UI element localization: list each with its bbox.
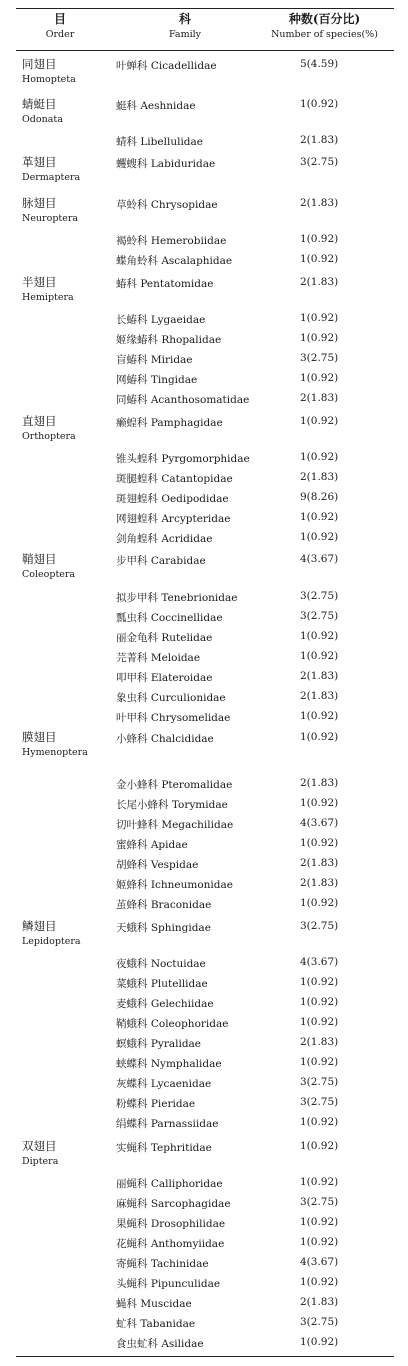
family-cell: 蛱蝶科 Nymphalidae bbox=[116, 1058, 222, 1070]
order-zh: 鳞翅目 bbox=[22, 919, 57, 933]
species-count-cell: 2(1.83) bbox=[300, 1296, 339, 1308]
species-count-cell: 3(2.75) bbox=[300, 920, 339, 932]
family-cell: 象虫科 Curculionidae bbox=[116, 692, 226, 704]
order-zh: 膜翅目 bbox=[22, 730, 57, 744]
family-cell: 姬缘蝽科 Rhopalidae bbox=[116, 334, 222, 346]
species-count-cell: 3(2.75) bbox=[300, 1076, 339, 1088]
order-hemiptera bbox=[22, 275, 112, 305]
species-count-cell: 1(0.92) bbox=[300, 731, 339, 743]
species-count-cell: 4(3.67) bbox=[300, 817, 339, 829]
species-count-cell: 2(1.83) bbox=[300, 392, 339, 404]
species-count-cell: 1(0.92) bbox=[300, 837, 339, 849]
order-diptera bbox=[22, 1139, 112, 1169]
header-order-en: Order bbox=[45, 29, 75, 40]
family-cell: 瓢虫科 Coccinellidae bbox=[116, 612, 223, 624]
header-rule bbox=[16, 50, 394, 51]
family-cell: 斑翅蝗科 Oedipodidae bbox=[116, 493, 229, 505]
family-cell: 蠼螋科 Labiduridae bbox=[116, 158, 216, 170]
family-cell: 切叶蜂科 Megachilidae bbox=[116, 819, 234, 831]
order-zh: 双翅目 bbox=[22, 1139, 57, 1153]
order-en: Lepidoptera bbox=[22, 936, 81, 947]
family-cell: 叶蝉科 Cicadellidae bbox=[116, 60, 217, 72]
species-count-cell: 1(0.92) bbox=[300, 1016, 339, 1028]
family-cell: 蝽科 Pentatomidae bbox=[116, 278, 214, 290]
header-order bbox=[16, 12, 104, 42]
table-bottom-rule bbox=[16, 1356, 394, 1357]
species-count-cell: 9(8.26) bbox=[300, 491, 339, 503]
species-count-cell: 1(0.92) bbox=[300, 372, 339, 384]
family-cell: 金小蜂科 Pteromalidae bbox=[116, 779, 233, 791]
order-en: Coleoptera bbox=[22, 569, 76, 580]
family-cell: 斑腿蝗科 Catantopidae bbox=[116, 473, 233, 485]
species-count-cell: 3(2.75) bbox=[300, 1196, 339, 1208]
order-homoptera bbox=[22, 57, 112, 87]
family-cell: 茧蜂科 Braconidae bbox=[116, 899, 212, 911]
family-cell: 麦蛾科 Gelechiidae bbox=[116, 998, 214, 1010]
species-count-cell: 4(3.67) bbox=[300, 956, 339, 968]
order-zh: 半翅目 bbox=[22, 275, 57, 289]
family-cell: 寄蝇科 Tachinidae bbox=[116, 1258, 209, 1270]
order-en: Hemiptera bbox=[22, 292, 74, 303]
family-cell: 蜜蜂科 Apidae bbox=[116, 839, 188, 851]
order-en: Dermaptera bbox=[22, 172, 81, 183]
family-cell: 鞘蛾科 Coleophoridae bbox=[116, 1018, 229, 1030]
order-zh: 同翅目 bbox=[22, 57, 57, 71]
species-count-cell: 1(0.92) bbox=[300, 797, 339, 809]
order-en: Hymenoptera bbox=[22, 747, 88, 758]
species-count-cell: 1(0.92) bbox=[300, 1276, 339, 1288]
species-count-cell: 1(0.92) bbox=[300, 630, 339, 642]
species-count-cell: 1(0.92) bbox=[300, 1216, 339, 1228]
order-neuroptera bbox=[22, 196, 112, 226]
species-count-cell: 1(0.92) bbox=[300, 897, 339, 909]
header-num-zh: 种数(百分比) bbox=[288, 12, 361, 26]
order-zh: 鞘翅目 bbox=[22, 552, 57, 566]
family-cell: 蜻科 Libellulidae bbox=[116, 136, 203, 148]
family-cell: 食虫虻科 Asilidae bbox=[116, 1338, 204, 1350]
family-cell: 步甲科 Carabidae bbox=[116, 555, 206, 567]
family-cell: 拟步甲科 Tenebrionidae bbox=[116, 592, 238, 604]
family-cell: 同蝽科 Acanthosomatidae bbox=[116, 394, 250, 406]
order-zh: 革翅目 bbox=[22, 155, 57, 169]
species-count-cell: 3(2.75) bbox=[300, 352, 339, 364]
family-cell: 麻蝇科 Sarcophagidae bbox=[116, 1198, 231, 1210]
species-count-cell: 2(1.83) bbox=[300, 857, 339, 869]
species-count-cell: 3(2.75) bbox=[300, 610, 339, 622]
species-count-cell: 2(1.83) bbox=[300, 471, 339, 483]
order-zh: 直翅目 bbox=[22, 414, 57, 428]
family-cell: 绢蝶科 Parnassiidae bbox=[116, 1118, 219, 1130]
species-count-cell: 2(1.83) bbox=[300, 777, 339, 789]
species-count-cell: 3(2.75) bbox=[300, 1096, 339, 1108]
family-cell: 小蜂科 Chalcididae bbox=[116, 733, 214, 745]
family-cell: 粉蝶科 Pieridae bbox=[116, 1098, 196, 1110]
family-cell: 虻科 Tabanidae bbox=[116, 1318, 196, 1330]
species-count-cell: 1(0.92) bbox=[300, 451, 339, 463]
species-count-cell: 1(0.92) bbox=[300, 710, 339, 722]
family-cell: 果蝇科 Drosophilidae bbox=[116, 1218, 226, 1230]
family-cell: 丽蝇科 Calliphoridae bbox=[116, 1178, 223, 1190]
species-count-cell: 1(0.92) bbox=[300, 531, 339, 543]
family-cell: 头蝇科 Pipunculidae bbox=[116, 1278, 221, 1290]
family-cell: 天蛾科 Sphingidae bbox=[116, 922, 211, 934]
species-count-cell: 3(2.75) bbox=[300, 156, 339, 168]
family-cell: 褐蛉科 Hemerobiidae bbox=[116, 235, 227, 247]
family-cell: 蝶角蛉科 Ascalaphidae bbox=[116, 255, 233, 267]
order-coleoptera bbox=[22, 552, 112, 582]
order-en: Diptera bbox=[22, 1156, 59, 1167]
header-family-zh: 科 bbox=[178, 12, 191, 26]
species-count-cell: 1(0.92) bbox=[300, 312, 339, 324]
species-count-cell: 1(0.92) bbox=[300, 996, 339, 1008]
order-lepidoptera bbox=[22, 919, 112, 949]
species-count-cell: 1(0.92) bbox=[300, 98, 339, 110]
order-en: Odonata bbox=[22, 114, 63, 125]
family-cell: 剑角蝗科 Acrididae bbox=[116, 533, 213, 545]
species-count-cell: 3(2.75) bbox=[300, 1316, 339, 1328]
family-cell: 花蝇科 Anthomyiidae bbox=[116, 1238, 225, 1250]
species-count-cell: 1(0.92) bbox=[300, 1236, 339, 1248]
order-odonata bbox=[22, 97, 112, 127]
order-zh: 蜻蜓目 bbox=[22, 97, 57, 111]
family-cell: 长尾小蜂科 Torymidae bbox=[116, 799, 228, 811]
header-family bbox=[110, 12, 260, 42]
order-en: Homopteta bbox=[22, 74, 76, 85]
family-cell: 胡蜂科 Vespidae bbox=[116, 859, 199, 871]
family-cell: 长蝽科 Lygaeidae bbox=[116, 314, 206, 326]
species-count-cell: 1(0.92) bbox=[300, 511, 339, 523]
species-count-cell: 1(0.92) bbox=[300, 1056, 339, 1068]
species-count-cell: 3(2.75) bbox=[300, 590, 339, 602]
header-species-count bbox=[252, 12, 397, 42]
family-cell: 癞蝗科 Pamphagidae bbox=[116, 417, 223, 429]
species-count-cell: 1(0.92) bbox=[300, 1116, 339, 1128]
family-cell: 菜蛾科 Plutellidae bbox=[116, 978, 208, 990]
species-count-cell: 1(0.92) bbox=[300, 1336, 339, 1348]
species-count-cell: 2(1.83) bbox=[300, 276, 339, 288]
header-family-en: Family bbox=[168, 29, 202, 40]
order-en: Neuroptera bbox=[22, 213, 79, 224]
order-orthoptera bbox=[22, 414, 112, 444]
family-cell: 叩甲科 Elateroidae bbox=[116, 672, 213, 684]
species-count-cell: 1(0.92) bbox=[300, 253, 339, 265]
species-count-cell: 1(0.92) bbox=[300, 332, 339, 344]
order-hymenoptera bbox=[22, 730, 112, 760]
species-count-cell: 2(1.83) bbox=[300, 197, 339, 209]
family-cell: 网蝽科 Tingidae bbox=[116, 374, 198, 386]
species-count-cell: 2(1.83) bbox=[300, 1036, 339, 1048]
species-count-cell: 1(0.92) bbox=[300, 1140, 339, 1152]
family-cell: 叶甲科 Chrysomelidae bbox=[116, 712, 231, 724]
family-cell: 丽金龟科 Rutelidae bbox=[116, 632, 213, 644]
species-count-cell: 5(4.59) bbox=[300, 58, 339, 70]
species-count-cell: 1(0.92) bbox=[300, 233, 339, 245]
family-cell: 锥头蝗科 Pyrgomorphidae bbox=[116, 453, 250, 465]
species-count-cell: 2(1.83) bbox=[300, 134, 339, 146]
family-cell: 蜓科 Aeshnidae bbox=[116, 100, 196, 112]
family-cell: 草蛉科 Chrysopidae bbox=[116, 199, 218, 211]
family-cell: 姬蜂科 Ichneumonidae bbox=[116, 879, 233, 891]
order-en: Orthoptera bbox=[22, 431, 76, 442]
family-cell: 网翅蝗科 Arcypteridae bbox=[116, 513, 231, 525]
species-count-cell: 1(0.92) bbox=[300, 1176, 339, 1188]
header-order-zh: 目 bbox=[53, 12, 66, 26]
family-cell: 盲蝽科 Miridae bbox=[116, 354, 193, 366]
species-count-cell: 1(0.92) bbox=[300, 976, 339, 988]
species-count-cell: 2(1.83) bbox=[300, 877, 339, 889]
family-cell: 芫菁科 Meloidae bbox=[116, 652, 201, 664]
species-count-cell: 4(3.67) bbox=[300, 1256, 339, 1268]
family-cell: 实蝇科 Tephritidae bbox=[116, 1142, 212, 1154]
order-dermaptera bbox=[22, 155, 112, 185]
header-num-en: Number of species(%) bbox=[271, 29, 378, 40]
order-zh: 脉翅目 bbox=[22, 196, 57, 210]
family-cell: 灰蝶科 Lycaenidae bbox=[116, 1078, 212, 1090]
species-count-cell: 2(1.83) bbox=[300, 670, 339, 682]
species-count-cell: 4(3.67) bbox=[300, 553, 339, 565]
table-top-rule bbox=[16, 8, 394, 9]
family-cell: 蝇科 Muscidae bbox=[116, 1298, 192, 1310]
species-count-cell: 1(0.92) bbox=[300, 650, 339, 662]
species-count-cell: 2(1.83) bbox=[300, 690, 339, 702]
family-cell: 螟蛾科 Pyralidae bbox=[116, 1038, 202, 1050]
species-count-cell: 1(0.92) bbox=[300, 415, 339, 427]
family-cell: 夜蛾科 Noctuidae bbox=[116, 958, 206, 970]
